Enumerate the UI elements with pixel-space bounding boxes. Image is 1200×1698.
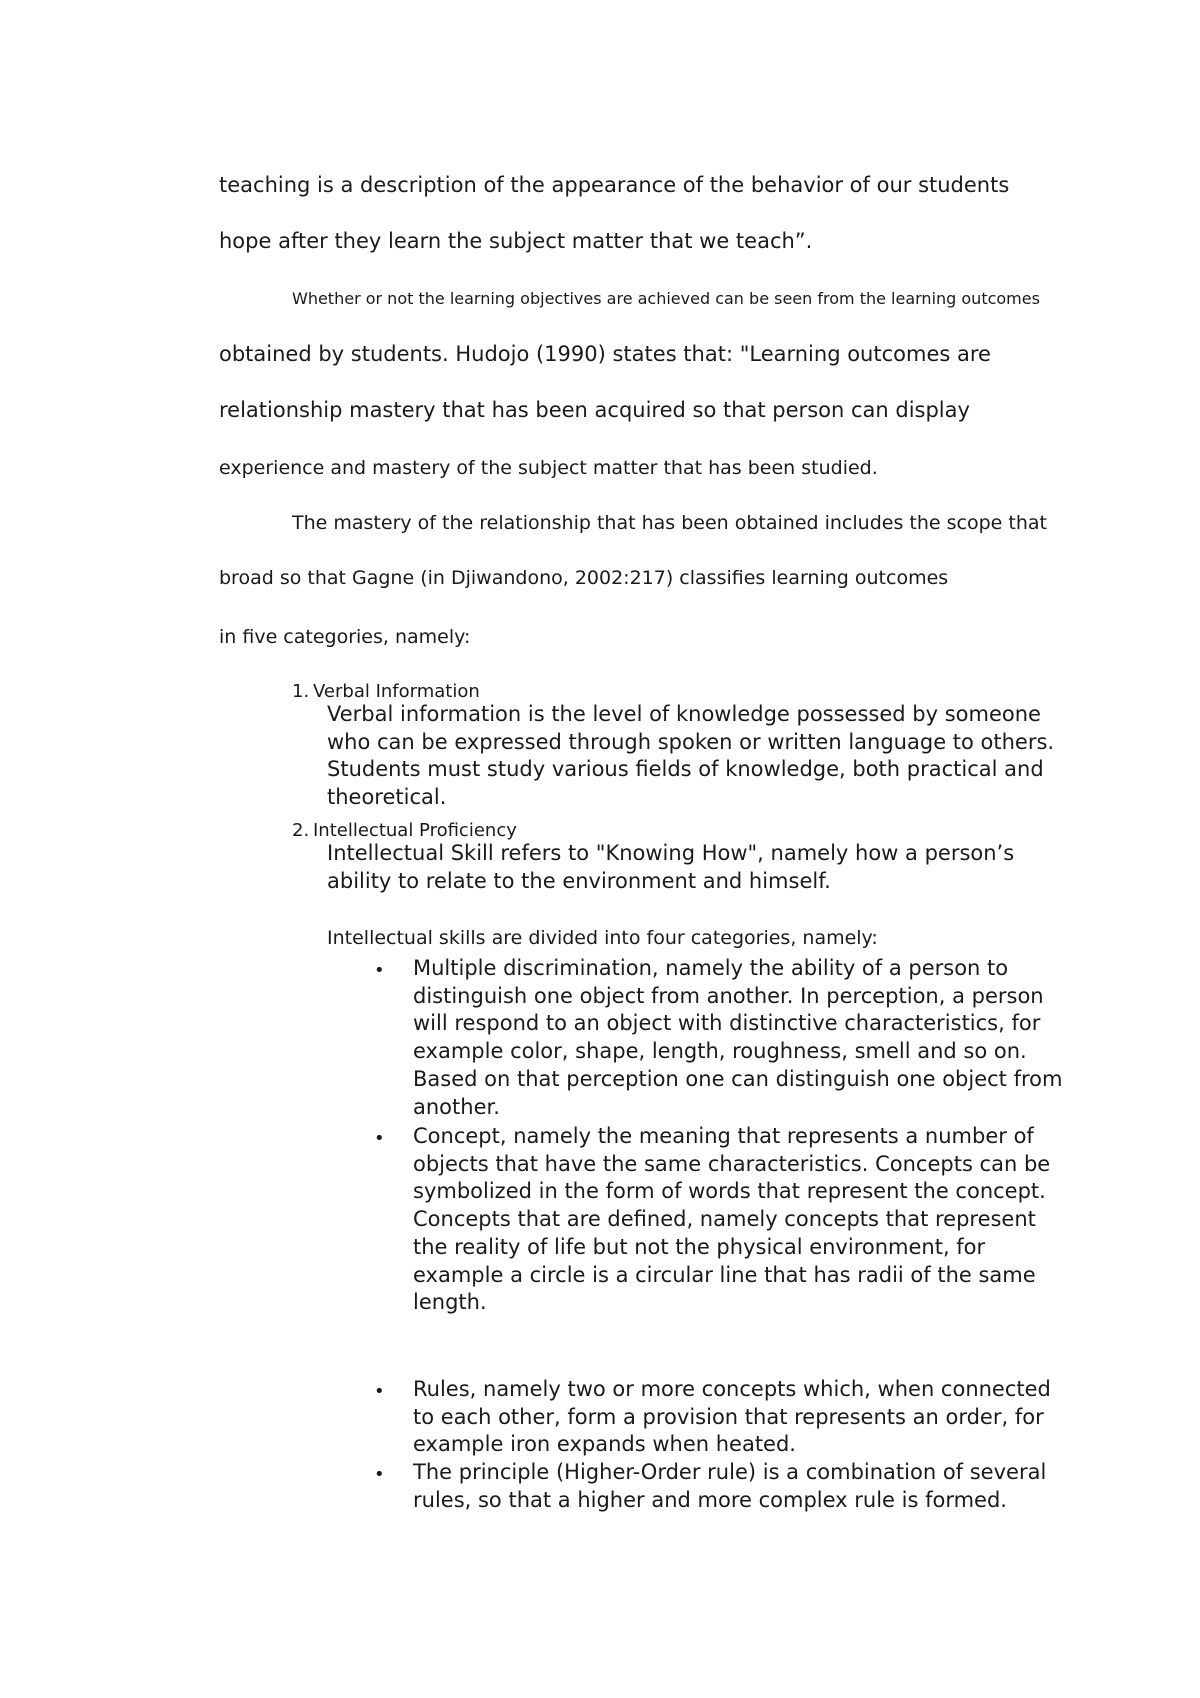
bullet-icon: • xyxy=(374,1464,385,1485)
list-item-title: Intellectual Proficiency xyxy=(313,820,517,841)
bullet-item: The principle (Higher-Order rule) is a combination of several rules, so that a higher and more complex rule is formed. xyxy=(413,1460,1047,1512)
paragraph-line: hope after they learn the subject matter that we teach”. xyxy=(219,229,813,253)
paragraph-line: in five categories, namely: xyxy=(219,626,471,648)
list-item-body: Verbal information is the level of knowledge possessed by someone who can be expressed through spoken or written language to others. Students must study various fields of knowledge, both practical and theoretical. xyxy=(327,702,1055,809)
paragraph-line: obtained by students. Hudojo (1990) states that: "Learning outcomes are xyxy=(219,342,991,366)
bullet-icon: • xyxy=(374,1381,385,1402)
bullet-item: Rules, namely two or more concepts which, when connected to each other, form a provision that represents an order, for example iron expands when heated. xyxy=(413,1377,1051,1457)
bullet-icon: • xyxy=(374,1128,385,1149)
list-item-title: Verbal Information xyxy=(313,681,480,702)
paragraph-line: relationship mastery that has been acquired so that person can display xyxy=(219,398,970,422)
paragraph-line: The mastery of the relationship that has been obtained includes the scope that xyxy=(292,512,1047,534)
paragraph-line: broad so that Gagne (in Djiwandono, 2002:217) classifies learning outcomes xyxy=(219,567,949,589)
bullet-item: Concept, namely the meaning that represents a number of objects that have the same characteristics. Concepts can be symbolized in the form of words that represent the concept. Concepts that are defined, namely concepts that represent the reality of life but not the physical environment, for example a circle is a circular line that has radii of the same length. xyxy=(413,1124,1051,1315)
list-number: 2. xyxy=(292,820,310,841)
sublist-intro: Intellectual skills are divided into four categories, namely: xyxy=(327,927,878,949)
bullet-item: Multiple discrimination, namely the ability of a person to distinguish one object from another. In perception, a person will respond to an object with distinctive characteristics, for example color, shape, length, roughness, smell and so on. Based on that perception one can distinguish one object from another. xyxy=(413,956,1063,1119)
list-item-body: Intellectual Skill refers to "Knowing How", namely how a person’s ability to relate to the environment and himself. xyxy=(327,841,1015,893)
list-number: 1. xyxy=(292,681,310,702)
paragraph-line: Whether or not the learning objectives are achieved can be seen from the learning outcomes xyxy=(292,289,1040,308)
bullet-icon: • xyxy=(374,960,385,981)
paragraph-line: experience and mastery of the subject matter that has been studied. xyxy=(219,457,878,479)
paragraph-line: teaching is a description of the appearance of the behavior of our students xyxy=(219,173,1010,197)
